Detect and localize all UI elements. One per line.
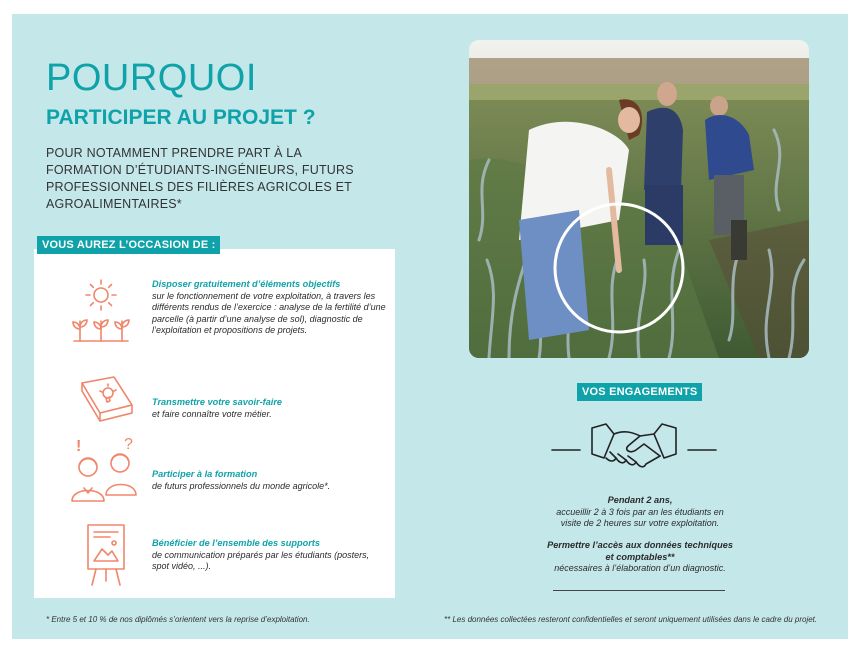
opportunities-tag: VOUS AUREZ L’OCCASION DE : <box>37 236 220 254</box>
opportunities-card <box>34 249 395 598</box>
page-title: POURQUOI <box>46 57 257 99</box>
opportunity-heading: Disposer gratuitement d’éléments objectifs <box>152 279 341 289</box>
opportunity-heading: Bénéficier de l’ensemble des supports <box>152 538 320 548</box>
commitment-visits <box>545 495 735 530</box>
footnote-graduates: * Entre 5 et 10 % de nos diplômés s’orientent vers la reprise d’exploitation. <box>46 615 310 624</box>
opportunity-heading: Participer à la formation <box>152 469 258 479</box>
opportunity-body: sur le fonctionnement de votre exploitation, à travers les différents rendus de l’exercice : analyse de la fertilité d’une parcelle (à partir d’une analyse de sol), diagnostic de l’exploitation et propositions de projets. <box>152 290 386 335</box>
opportunity-item-data <box>152 279 388 337</box>
students-icon <box>70 435 140 503</box>
svg-text:?: ? <box>124 436 133 453</box>
footnote-confidentiality: ** Les données collectées resteront confidentielles et seront uniquement utilisées dans le cadre du projet. <box>444 615 818 624</box>
commitment-heading: Pendant 2 ans, <box>607 495 673 505</box>
opportunity-body: et faire connaître votre métier. <box>152 408 272 419</box>
book-lightbulb-icon <box>76 373 136 427</box>
handshake-icon <box>548 418 720 480</box>
opportunity-heading: Transmettre votre savoir-faire <box>152 397 283 407</box>
svg-text:!: ! <box>76 438 82 455</box>
commitments-tag: VOS ENGAGEMENTS <box>577 383 702 401</box>
commitment-body: nécessaires à l’élaboration d’un diagnostic. <box>554 563 726 573</box>
commitment-data-access <box>545 540 735 575</box>
opportunity-body: de communication préparés par les étudiants (posters, spot vidéo, ...). <box>152 549 370 571</box>
commitment-body: accueillir 2 à 3 fois par an les étudiants en visite de 2 heures sur votre exploitation. <box>556 506 724 528</box>
intro-text: POUR NOTAMMENT PRENDRE PART À LA FORMATION D’ÉTUDIANTS-INGÉNIEURS, FUTURS PROFESSIONNELS DES FILIÈRES AGRICOLES ET AGROALIMENTAIRES* <box>46 146 354 211</box>
page-subtitle: PARTICIPER AU PROJET ? <box>46 106 316 129</box>
field-photo <box>469 40 809 358</box>
opportunity-item-savoir-faire <box>152 397 388 420</box>
commitment-heading: Permettre l’accès aux données techniques et comptables** <box>547 540 733 562</box>
opportunity-body: de futurs professionnels du monde agricole*. <box>152 480 331 491</box>
opportunity-item-supports <box>152 538 388 573</box>
opportunity-item-formation <box>152 469 388 492</box>
easel-poster-icon <box>84 521 128 587</box>
divider <box>553 590 725 591</box>
sun-plants-icon <box>70 277 132 347</box>
